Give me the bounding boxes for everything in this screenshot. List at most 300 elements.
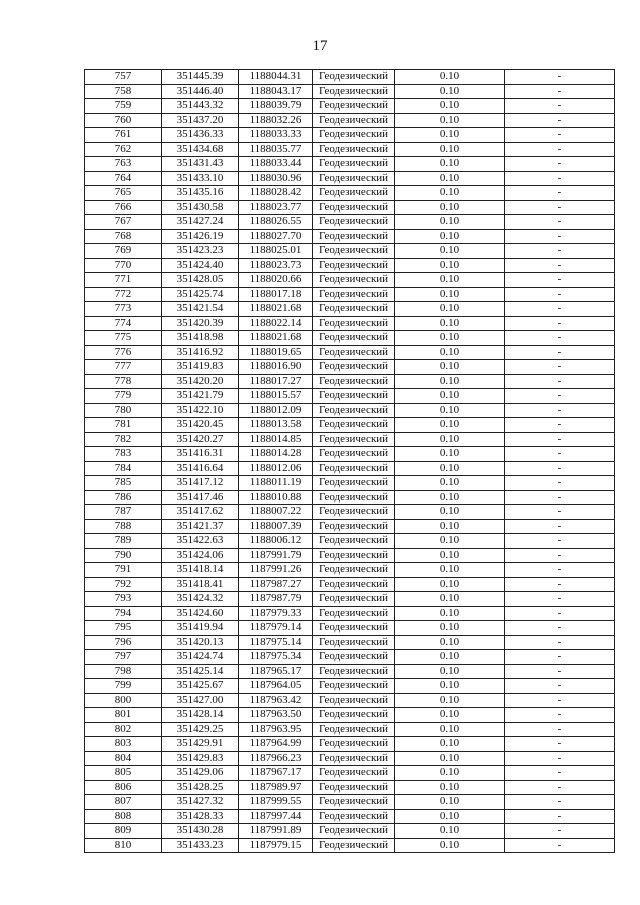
- x-coordinate-cell: 351416.31: [162, 447, 239, 462]
- accuracy-cell: 0.10: [395, 708, 505, 723]
- method-cell: Геодезический: [313, 650, 395, 665]
- x-coordinate-cell: 351427.32: [162, 795, 239, 810]
- x-coordinate-cell: 351418.98: [162, 331, 239, 346]
- coordinates-table-body: [85, 70, 615, 853]
- point-number-cell: 782: [85, 432, 162, 447]
- table-row: [85, 751, 615, 766]
- accuracy-cell: 0.10: [395, 447, 505, 462]
- method-cell: Геодезический: [313, 331, 395, 346]
- y-coordinate-cell: 1188014.28: [239, 447, 313, 462]
- table-row: [85, 824, 615, 839]
- accuracy-cell: 0.10: [395, 389, 505, 404]
- y-coordinate-cell: 1188017.18: [239, 287, 313, 302]
- description-cell: -: [505, 128, 615, 143]
- point-number-cell: 793: [85, 592, 162, 607]
- y-coordinate-cell: 1188043.17: [239, 84, 313, 99]
- table-row: [85, 505, 615, 520]
- point-number-cell: 772: [85, 287, 162, 302]
- method-cell: Геодезический: [313, 548, 395, 563]
- point-number-cell: 767: [85, 215, 162, 230]
- x-coordinate-cell: 351430.28: [162, 824, 239, 839]
- description-cell: -: [505, 795, 615, 810]
- table-row: [85, 490, 615, 505]
- description-cell: -: [505, 693, 615, 708]
- method-cell: Геодезический: [313, 505, 395, 520]
- description-cell: -: [505, 650, 615, 665]
- x-coordinate-cell: 351424.74: [162, 650, 239, 665]
- method-cell: Геодезический: [313, 476, 395, 491]
- table-row: [85, 244, 615, 259]
- y-coordinate-cell: 1188039.79: [239, 99, 313, 114]
- method-cell: Геодезический: [313, 389, 395, 404]
- y-coordinate-cell: 1187979.33: [239, 606, 313, 621]
- table-row: [85, 476, 615, 491]
- point-number-cell: 803: [85, 737, 162, 752]
- table-row: [85, 186, 615, 201]
- point-number-cell: 806: [85, 780, 162, 795]
- point-number-cell: 808: [85, 809, 162, 824]
- y-coordinate-cell: 1187987.27: [239, 577, 313, 592]
- description-cell: -: [505, 447, 615, 462]
- point-number-cell: 804: [85, 751, 162, 766]
- x-coordinate-cell: 351423.23: [162, 244, 239, 259]
- y-coordinate-cell: 1187987.79: [239, 592, 313, 607]
- x-coordinate-cell: 351416.92: [162, 345, 239, 360]
- method-cell: Геодезический: [313, 809, 395, 824]
- method-cell: Геодезический: [313, 751, 395, 766]
- table-row: [85, 708, 615, 723]
- accuracy-cell: 0.10: [395, 693, 505, 708]
- accuracy-cell: 0.10: [395, 186, 505, 201]
- point-number-cell: 787: [85, 505, 162, 520]
- y-coordinate-cell: 1187991.79: [239, 548, 313, 563]
- accuracy-cell: 0.10: [395, 70, 505, 85]
- table-row: [85, 577, 615, 592]
- description-cell: -: [505, 99, 615, 114]
- y-coordinate-cell: 1188028.42: [239, 186, 313, 201]
- table-row: [85, 737, 615, 752]
- table-row: [85, 621, 615, 636]
- x-coordinate-cell: 351437.20: [162, 113, 239, 128]
- table-row: [85, 548, 615, 563]
- y-coordinate-cell: 1188033.44: [239, 157, 313, 172]
- point-number-cell: 791: [85, 563, 162, 578]
- table-row: [85, 780, 615, 795]
- y-coordinate-cell: 1187979.15: [239, 838, 313, 853]
- table-row: [85, 679, 615, 694]
- table-row: [85, 722, 615, 737]
- description-cell: -: [505, 215, 615, 230]
- table-row: [85, 461, 615, 476]
- method-cell: Геодезический: [313, 258, 395, 273]
- x-coordinate-cell: 351422.10: [162, 403, 239, 418]
- y-coordinate-cell: 1188035.77: [239, 142, 313, 157]
- x-coordinate-cell: 351426.19: [162, 229, 239, 244]
- method-cell: Геодезический: [313, 824, 395, 839]
- x-coordinate-cell: 351420.45: [162, 418, 239, 433]
- description-cell: -: [505, 476, 615, 491]
- point-number-cell: 768: [85, 229, 162, 244]
- description-cell: -: [505, 273, 615, 288]
- x-coordinate-cell: 351431.43: [162, 157, 239, 172]
- y-coordinate-cell: 1188014.85: [239, 432, 313, 447]
- point-number-cell: 781: [85, 418, 162, 433]
- method-cell: Геодезический: [313, 171, 395, 186]
- description-cell: -: [505, 142, 615, 157]
- x-coordinate-cell: 351417.62: [162, 505, 239, 520]
- accuracy-cell: 0.10: [395, 635, 505, 650]
- description-cell: -: [505, 186, 615, 201]
- table-row: [85, 795, 615, 810]
- point-number-cell: 790: [85, 548, 162, 563]
- x-coordinate-cell: 351425.67: [162, 679, 239, 694]
- accuracy-cell: 0.10: [395, 360, 505, 375]
- method-cell: Геодезический: [313, 737, 395, 752]
- x-coordinate-cell: 351427.00: [162, 693, 239, 708]
- table-row: [85, 534, 615, 549]
- method-cell: Геодезический: [313, 766, 395, 781]
- description-cell: -: [505, 200, 615, 215]
- method-cell: Геодезический: [313, 635, 395, 650]
- accuracy-cell: 0.10: [395, 722, 505, 737]
- accuracy-cell: 0.10: [395, 650, 505, 665]
- description-cell: -: [505, 302, 615, 317]
- accuracy-cell: 0.10: [395, 563, 505, 578]
- method-cell: Геодезический: [313, 679, 395, 694]
- accuracy-cell: 0.10: [395, 548, 505, 563]
- method-cell: Геодезический: [313, 84, 395, 99]
- point-number-cell: 783: [85, 447, 162, 462]
- table-row: [85, 766, 615, 781]
- description-cell: -: [505, 563, 615, 578]
- x-coordinate-cell: 351435.16: [162, 186, 239, 201]
- accuracy-cell: 0.10: [395, 621, 505, 636]
- point-number-cell: 807: [85, 795, 162, 810]
- y-coordinate-cell: 1188021.68: [239, 331, 313, 346]
- description-cell: -: [505, 635, 615, 650]
- y-coordinate-cell: 1188021.68: [239, 302, 313, 317]
- table-row: [85, 287, 615, 302]
- method-cell: Геодезический: [313, 200, 395, 215]
- accuracy-cell: 0.10: [395, 679, 505, 694]
- point-number-cell: 757: [85, 70, 162, 85]
- point-number-cell: 758: [85, 84, 162, 99]
- y-coordinate-cell: 1188010.88: [239, 490, 313, 505]
- x-coordinate-cell: 351421.37: [162, 519, 239, 534]
- description-cell: -: [505, 403, 615, 418]
- method-cell: Геодезический: [313, 577, 395, 592]
- accuracy-cell: 0.10: [395, 215, 505, 230]
- y-coordinate-cell: 1188026.55: [239, 215, 313, 230]
- x-coordinate-cell: 351416.64: [162, 461, 239, 476]
- description-cell: -: [505, 824, 615, 839]
- point-number-cell: 771: [85, 273, 162, 288]
- table-row: [85, 592, 615, 607]
- description-cell: -: [505, 519, 615, 534]
- point-number-cell: 799: [85, 679, 162, 694]
- y-coordinate-cell: 1188027.70: [239, 229, 313, 244]
- y-coordinate-cell: 1188012.09: [239, 403, 313, 418]
- point-number-cell: 777: [85, 360, 162, 375]
- y-coordinate-cell: 1188044.31: [239, 70, 313, 85]
- description-cell: -: [505, 229, 615, 244]
- accuracy-cell: 0.10: [395, 737, 505, 752]
- x-coordinate-cell: 351420.27: [162, 432, 239, 447]
- x-coordinate-cell: 351434.68: [162, 142, 239, 157]
- point-number-cell: 810: [85, 838, 162, 853]
- table-row: [85, 258, 615, 273]
- y-coordinate-cell: 1188033.33: [239, 128, 313, 143]
- description-cell: -: [505, 157, 615, 172]
- y-coordinate-cell: 1188023.73: [239, 258, 313, 273]
- point-number-cell: 766: [85, 200, 162, 215]
- method-cell: Геодезический: [313, 113, 395, 128]
- y-coordinate-cell: 1187966.23: [239, 751, 313, 766]
- x-coordinate-cell: 351424.60: [162, 606, 239, 621]
- point-number-cell: 774: [85, 316, 162, 331]
- accuracy-cell: 0.10: [395, 374, 505, 389]
- page-number: 17: [312, 38, 328, 54]
- description-cell: -: [505, 374, 615, 389]
- accuracy-cell: 0.10: [395, 606, 505, 621]
- table-row: [85, 432, 615, 447]
- accuracy-cell: 0.10: [395, 273, 505, 288]
- y-coordinate-cell: 1188017.27: [239, 374, 313, 389]
- y-coordinate-cell: 1187965.17: [239, 664, 313, 679]
- table-row: [85, 447, 615, 462]
- accuracy-cell: 0.10: [395, 142, 505, 157]
- point-number-cell: 770: [85, 258, 162, 273]
- point-number-cell: 778: [85, 374, 162, 389]
- table-row: [85, 693, 615, 708]
- point-number-cell: 797: [85, 650, 162, 665]
- point-number-cell: 785: [85, 476, 162, 491]
- accuracy-cell: 0.10: [395, 316, 505, 331]
- y-coordinate-cell: 1187963.95: [239, 722, 313, 737]
- y-coordinate-cell: 1188013.58: [239, 418, 313, 433]
- point-number-cell: 795: [85, 621, 162, 636]
- x-coordinate-cell: 351424.06: [162, 548, 239, 563]
- table-row: [85, 229, 615, 244]
- point-number-cell: 789: [85, 534, 162, 549]
- x-coordinate-cell: 351446.40: [162, 84, 239, 99]
- description-cell: -: [505, 708, 615, 723]
- accuracy-cell: 0.10: [395, 490, 505, 505]
- point-number-cell: 798: [85, 664, 162, 679]
- method-cell: Геодезический: [313, 563, 395, 578]
- description-cell: -: [505, 389, 615, 404]
- point-number-cell: 784: [85, 461, 162, 476]
- method-cell: Геодезический: [313, 592, 395, 607]
- method-cell: Геодезический: [313, 142, 395, 157]
- method-cell: Геодезический: [313, 461, 395, 476]
- accuracy-cell: 0.10: [395, 809, 505, 824]
- description-cell: -: [505, 490, 615, 505]
- y-coordinate-cell: 1188032.26: [239, 113, 313, 128]
- table-row: [85, 403, 615, 418]
- table-row: [85, 809, 615, 824]
- y-coordinate-cell: 1187991.89: [239, 824, 313, 839]
- y-coordinate-cell: 1188019.65: [239, 345, 313, 360]
- table-row: [85, 84, 615, 99]
- description-cell: -: [505, 113, 615, 128]
- x-coordinate-cell: 351429.25: [162, 722, 239, 737]
- method-cell: Геодезический: [313, 345, 395, 360]
- accuracy-cell: 0.10: [395, 331, 505, 346]
- x-coordinate-cell: 351421.54: [162, 302, 239, 317]
- method-cell: Геодезический: [313, 128, 395, 143]
- point-number-cell: 805: [85, 766, 162, 781]
- description-cell: -: [505, 577, 615, 592]
- table-row: [85, 70, 615, 85]
- description-cell: -: [505, 461, 615, 476]
- accuracy-cell: 0.10: [395, 287, 505, 302]
- method-cell: Геодезический: [313, 693, 395, 708]
- accuracy-cell: 0.10: [395, 824, 505, 839]
- y-coordinate-cell: 1188012.06: [239, 461, 313, 476]
- x-coordinate-cell: 351424.40: [162, 258, 239, 273]
- accuracy-cell: 0.10: [395, 534, 505, 549]
- x-coordinate-cell: 351428.05: [162, 273, 239, 288]
- x-coordinate-cell: 351417.12: [162, 476, 239, 491]
- point-number-cell: 801: [85, 708, 162, 723]
- accuracy-cell: 0.10: [395, 99, 505, 114]
- description-cell: -: [505, 534, 615, 549]
- method-cell: Геодезический: [313, 99, 395, 114]
- accuracy-cell: 0.10: [395, 432, 505, 447]
- description-cell: -: [505, 592, 615, 607]
- accuracy-cell: 0.10: [395, 171, 505, 186]
- description-cell: -: [505, 432, 615, 447]
- coordinates-table: [84, 69, 615, 853]
- method-cell: Геодезический: [313, 273, 395, 288]
- table-row: [85, 360, 615, 375]
- point-number-cell: 788: [85, 519, 162, 534]
- point-number-cell: 780: [85, 403, 162, 418]
- y-coordinate-cell: 1187963.42: [239, 693, 313, 708]
- method-cell: Геодезический: [313, 708, 395, 723]
- y-coordinate-cell: 1187991.26: [239, 563, 313, 578]
- y-coordinate-cell: 1188015.57: [239, 389, 313, 404]
- method-cell: Геодезический: [313, 70, 395, 85]
- table-row: [85, 838, 615, 853]
- y-coordinate-cell: 1187964.05: [239, 679, 313, 694]
- y-coordinate-cell: 1188011.19: [239, 476, 313, 491]
- accuracy-cell: 0.10: [395, 345, 505, 360]
- x-coordinate-cell: 351443.32: [162, 99, 239, 114]
- table-row: [85, 563, 615, 578]
- description-cell: -: [505, 766, 615, 781]
- method-cell: Геодезический: [313, 287, 395, 302]
- accuracy-cell: 0.10: [395, 244, 505, 259]
- y-coordinate-cell: 1187963.50: [239, 708, 313, 723]
- x-coordinate-cell: 351417.46: [162, 490, 239, 505]
- point-number-cell: 779: [85, 389, 162, 404]
- table-row: [85, 345, 615, 360]
- table-row: [85, 113, 615, 128]
- point-number-cell: 800: [85, 693, 162, 708]
- method-cell: Геодезический: [313, 215, 395, 230]
- accuracy-cell: 0.10: [395, 751, 505, 766]
- method-cell: Геодезический: [313, 534, 395, 549]
- x-coordinate-cell: 351430.58: [162, 200, 239, 215]
- description-cell: -: [505, 70, 615, 85]
- y-coordinate-cell: 1187975.34: [239, 650, 313, 665]
- y-coordinate-cell: 1187999.55: [239, 795, 313, 810]
- accuracy-cell: 0.10: [395, 200, 505, 215]
- point-number-cell: 759: [85, 99, 162, 114]
- method-cell: Геодезический: [313, 838, 395, 853]
- point-number-cell: 764: [85, 171, 162, 186]
- table-row: [85, 389, 615, 404]
- accuracy-cell: 0.10: [395, 113, 505, 128]
- x-coordinate-cell: 351421.79: [162, 389, 239, 404]
- y-coordinate-cell: 1188016.90: [239, 360, 313, 375]
- table-row: [85, 142, 615, 157]
- accuracy-cell: 0.10: [395, 128, 505, 143]
- point-number-cell: 809: [85, 824, 162, 839]
- x-coordinate-cell: 351428.25: [162, 780, 239, 795]
- method-cell: Геодезический: [313, 186, 395, 201]
- method-cell: Геодезический: [313, 360, 395, 375]
- method-cell: Геодезический: [313, 157, 395, 172]
- table-row: [85, 273, 615, 288]
- accuracy-cell: 0.10: [395, 461, 505, 476]
- description-cell: -: [505, 737, 615, 752]
- y-coordinate-cell: 1188022.14: [239, 316, 313, 331]
- x-coordinate-cell: 351419.83: [162, 360, 239, 375]
- method-cell: Геодезический: [313, 374, 395, 389]
- method-cell: Геодезический: [313, 664, 395, 679]
- x-coordinate-cell: 351419.94: [162, 621, 239, 636]
- y-coordinate-cell: 1188007.22: [239, 505, 313, 520]
- description-cell: -: [505, 664, 615, 679]
- description-cell: -: [505, 751, 615, 766]
- accuracy-cell: 0.10: [395, 838, 505, 853]
- accuracy-cell: 0.10: [395, 519, 505, 534]
- description-cell: -: [505, 621, 615, 636]
- table-row: [85, 331, 615, 346]
- description-cell: -: [505, 360, 615, 375]
- method-cell: Геодезический: [313, 244, 395, 259]
- x-coordinate-cell: 351420.13: [162, 635, 239, 650]
- description-cell: -: [505, 316, 615, 331]
- x-coordinate-cell: 351424.32: [162, 592, 239, 607]
- x-coordinate-cell: 351425.74: [162, 287, 239, 302]
- table-row: [85, 171, 615, 186]
- table-row: [85, 650, 615, 665]
- x-coordinate-cell: 351433.10: [162, 171, 239, 186]
- description-cell: -: [505, 505, 615, 520]
- table-row: [85, 302, 615, 317]
- accuracy-cell: 0.10: [395, 157, 505, 172]
- description-cell: -: [505, 287, 615, 302]
- point-number-cell: 773: [85, 302, 162, 317]
- description-cell: -: [505, 171, 615, 186]
- point-number-cell: 763: [85, 157, 162, 172]
- x-coordinate-cell: 351433.23: [162, 838, 239, 853]
- x-coordinate-cell: 351428.33: [162, 809, 239, 824]
- accuracy-cell: 0.10: [395, 780, 505, 795]
- x-coordinate-cell: 351436.33: [162, 128, 239, 143]
- table-row: [85, 157, 615, 172]
- point-number-cell: 776: [85, 345, 162, 360]
- method-cell: Геодезический: [313, 795, 395, 810]
- method-cell: Геодезический: [313, 490, 395, 505]
- accuracy-cell: 0.10: [395, 418, 505, 433]
- y-coordinate-cell: 1188030.96: [239, 171, 313, 186]
- method-cell: Геодезический: [313, 302, 395, 317]
